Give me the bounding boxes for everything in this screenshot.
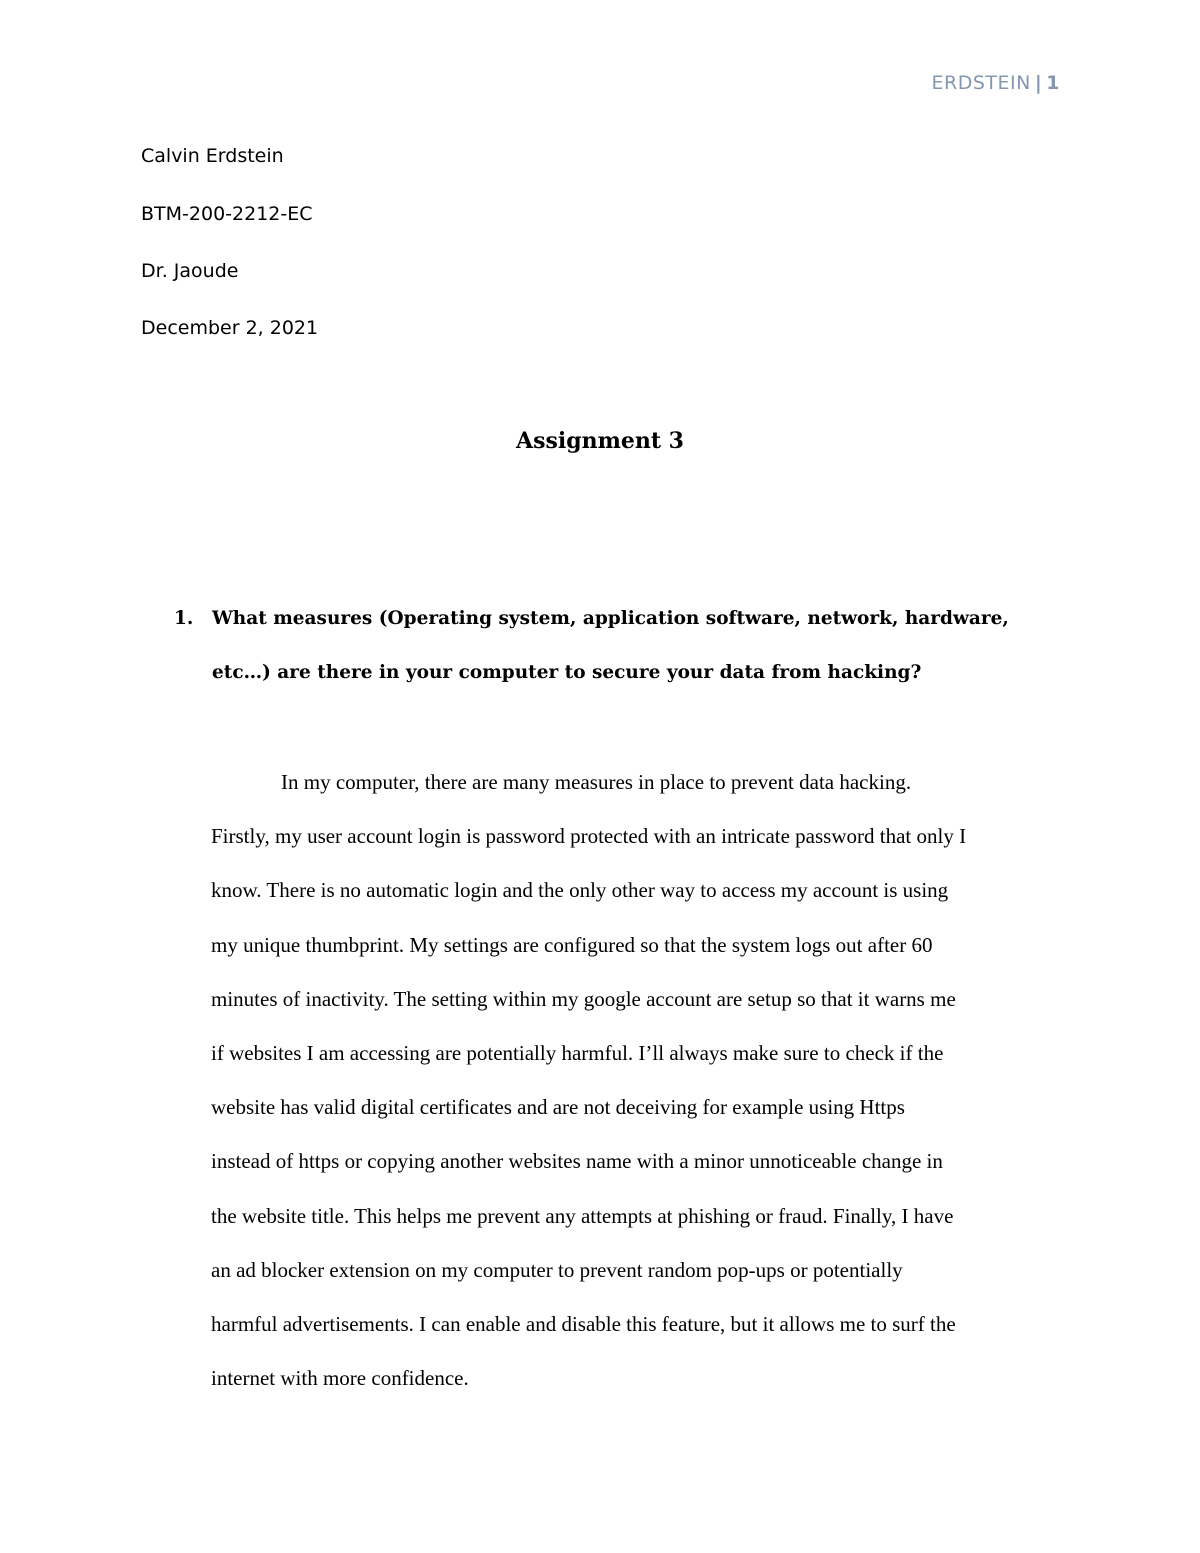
answer-paragraph xyxy=(211,755,1069,1405)
instructor-name: Dr. Jaoude xyxy=(141,260,239,282)
header-author: ERDSTEIN xyxy=(931,72,1031,94)
page-number: 1 xyxy=(1046,72,1060,94)
answer-line: Firstly, my user account login is password protected with an intricate password that only I xyxy=(211,824,967,849)
running-header xyxy=(931,72,1060,94)
submission-date: December 2, 2021 xyxy=(141,317,319,339)
answer-line: know. There is no automatic login and the only other way to access my account is using xyxy=(211,878,949,903)
question-text: What measures (Operating system, application software, network, hardware, etc…) are there in your computer to secure your data from hacking? xyxy=(212,608,1009,683)
answer-line: my unique thumbprint. My settings are configured so that the system logs out after 60 xyxy=(211,932,933,957)
answer-line: harmful advertisements. I can enable and disable this feature, but it allows me to surf the xyxy=(211,1312,956,1337)
answer-line: website has valid digital certificates and are not deceiving for example using Https xyxy=(211,1095,905,1120)
question-number: 1. xyxy=(174,608,194,629)
answer-line: internet with more confidence. xyxy=(211,1366,469,1391)
answer-line: minutes of inactivity. The setting within my google account are setup so that it warns me xyxy=(211,986,956,1011)
student-name: Calvin Erdstein xyxy=(141,145,284,167)
course-code: BTM-200-2212-EC xyxy=(141,203,313,225)
answer-line: instead of https or copying another websites name with a minor unnoticeable change in xyxy=(211,1149,943,1174)
answer-line: In my computer, there are many measures in place to prevent data hacking. xyxy=(281,770,912,794)
answer-line: an ad blocker extension on my computer to prevent random pop-ups or potentially xyxy=(211,1257,903,1282)
answer-line: the website title. This helps me prevent any attempts at phishing or fraud. Finally, I have xyxy=(211,1203,954,1228)
header-separator: | xyxy=(1034,72,1043,94)
document-title: Assignment 3 xyxy=(516,428,684,454)
question-1 xyxy=(141,592,1061,700)
answer-line: if websites I am accessing are potentially harmful. I’ll always make sure to check if the xyxy=(211,1041,944,1066)
